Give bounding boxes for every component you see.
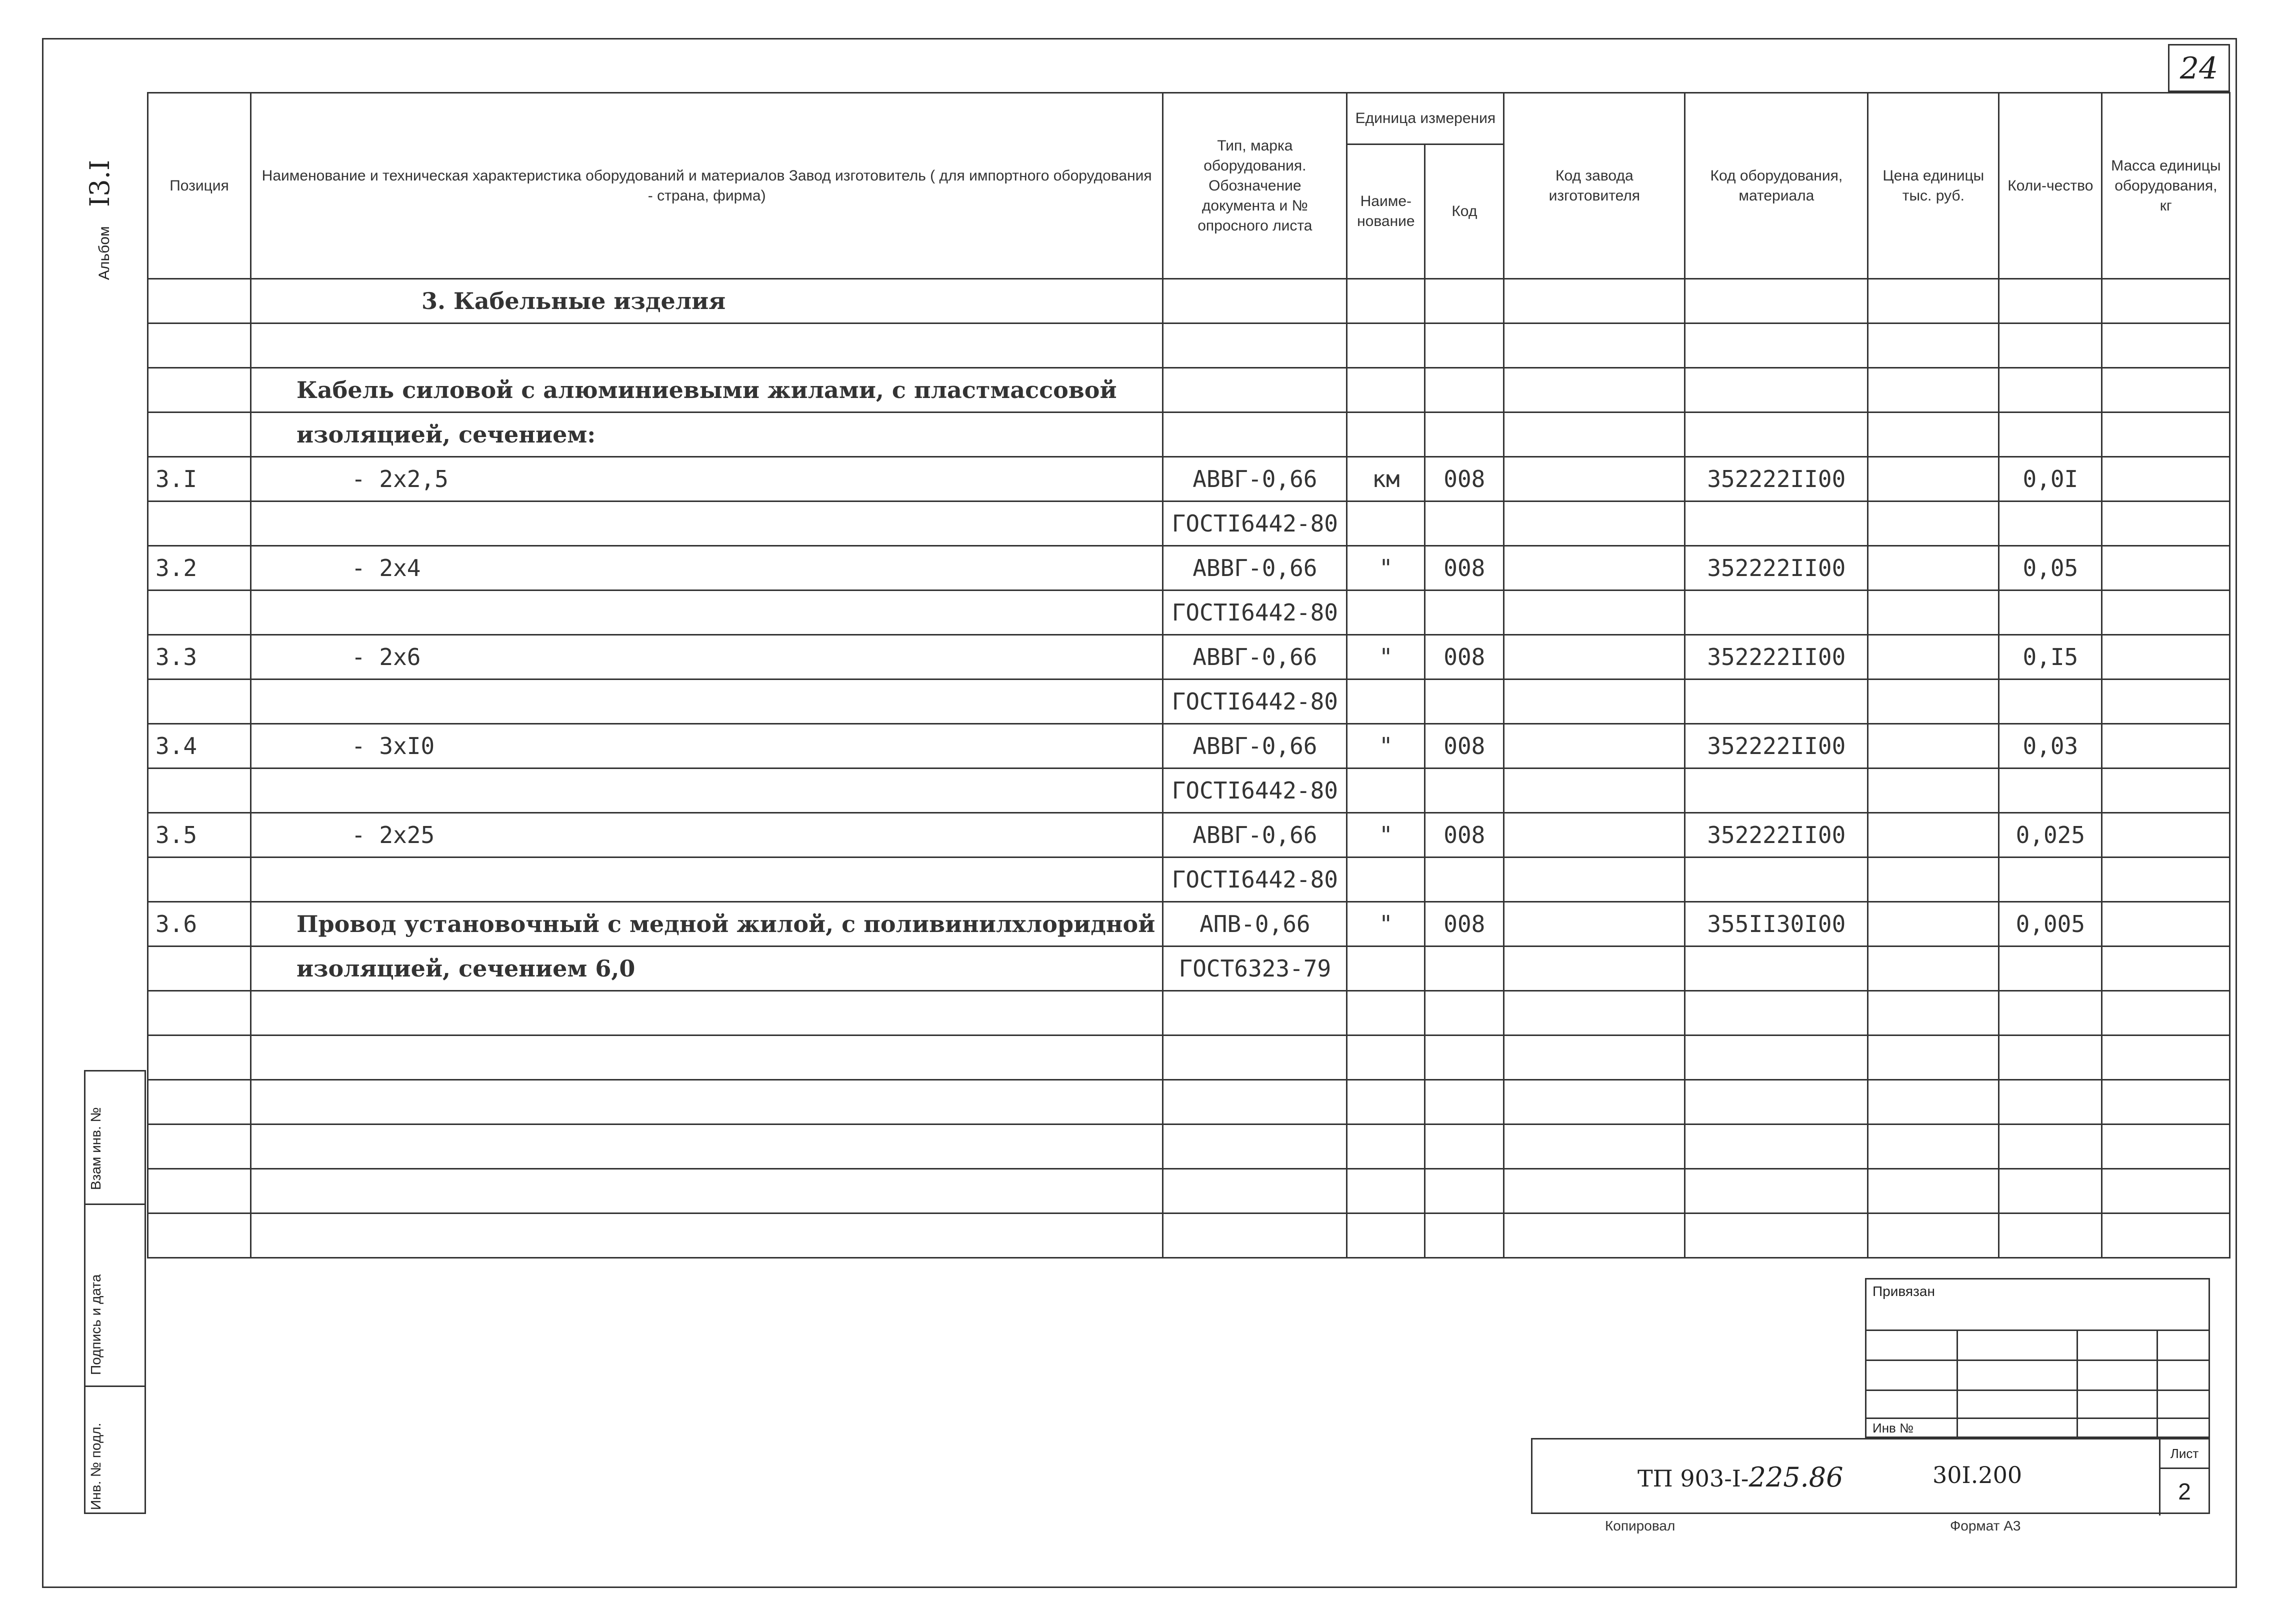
header-name: Наименование и техническая характеристика оборудований и материалов Завод изготовитель ( для импортного оборудования - страна, фирма) xyxy=(251,93,1163,279)
unit-code-cell xyxy=(1425,1169,1504,1214)
qty-cell xyxy=(1999,1214,2102,1258)
unit-cell: " xyxy=(1347,724,1425,768)
maker-code-cell xyxy=(1504,412,1685,457)
table-row xyxy=(148,324,2230,368)
bound-label: Привязан xyxy=(1872,1284,1935,1299)
price-cell xyxy=(1868,546,1999,590)
mass-cell xyxy=(2102,858,2230,902)
name-cell xyxy=(251,991,1163,1036)
name-cell: изоляцией, сечением 6,0 xyxy=(251,946,1163,991)
qty-cell xyxy=(1999,279,2102,324)
equip-code-cell: 352222II00 xyxy=(1685,546,1868,590)
maker-code-cell xyxy=(1504,768,1685,813)
unit-cell: " xyxy=(1347,635,1425,680)
mass-cell xyxy=(2102,590,2230,635)
table-row xyxy=(148,813,2230,858)
unit-code-cell: 008 xyxy=(1425,546,1504,590)
inv-label: Инв № xyxy=(1872,1420,1914,1436)
price-cell xyxy=(1868,1080,1999,1124)
position-cell: 3.4 xyxy=(148,724,251,768)
equip-code-cell xyxy=(1685,412,1868,457)
header-type: Тип, марка оборудования. Обозначение документа и № опросного листа xyxy=(1163,93,1347,279)
table-row xyxy=(148,1214,2230,1258)
maker-code-cell xyxy=(1504,902,1685,946)
header-qty: Коли-чество xyxy=(1999,93,2102,279)
name-cell: изоляцией, сечением: xyxy=(251,412,1163,457)
position-cell xyxy=(148,279,251,324)
type-cell: ГОСТI6442-80 xyxy=(1163,858,1347,902)
type-cell: АВВГ-0,66 xyxy=(1163,724,1347,768)
name-cell xyxy=(251,768,1163,813)
maker-code-cell xyxy=(1504,724,1685,768)
mass-cell xyxy=(2102,324,2230,368)
price-cell xyxy=(1868,946,1999,991)
table-row xyxy=(148,768,2230,813)
mass-cell xyxy=(2102,946,2230,991)
mass-cell xyxy=(2102,502,2230,546)
mass-cell xyxy=(2102,902,2230,946)
table-row xyxy=(148,1169,2230,1214)
equip-code-cell: 352222II00 xyxy=(1685,813,1868,858)
album-label xyxy=(84,160,116,280)
price-cell xyxy=(1868,813,1999,858)
position-cell xyxy=(148,946,251,991)
unit-code-cell xyxy=(1425,858,1504,902)
qty-cell xyxy=(1999,680,2102,724)
maker-code-cell xyxy=(1504,590,1685,635)
price-cell xyxy=(1868,635,1999,680)
name-cell: - 2х6 xyxy=(251,635,1163,680)
position-cell xyxy=(148,991,251,1036)
price-cell xyxy=(1868,590,1999,635)
unit-cell: км xyxy=(1347,457,1425,502)
qty-cell: 0,05 xyxy=(1999,546,2102,590)
side-label-vzam: Взам инв. № xyxy=(88,1107,104,1190)
equip-code-cell xyxy=(1685,590,1868,635)
equip-code-cell xyxy=(1685,324,1868,368)
side-label-podpis: Подпись и дата xyxy=(88,1274,104,1375)
maker-code-cell xyxy=(1504,546,1685,590)
unit-code-cell xyxy=(1425,412,1504,457)
maker-code-cell xyxy=(1504,858,1685,902)
position-cell xyxy=(148,368,251,412)
header-equip-code: Код оборудования, материала xyxy=(1685,93,1868,279)
unit-cell xyxy=(1347,502,1425,546)
qty-cell xyxy=(1999,1169,2102,1214)
mass-cell xyxy=(2102,768,2230,813)
name-cell xyxy=(251,590,1163,635)
price-cell xyxy=(1868,502,1999,546)
position-cell: 3.5 xyxy=(148,813,251,858)
position-cell xyxy=(148,768,251,813)
side-divider xyxy=(86,1386,144,1387)
price-cell xyxy=(1868,368,1999,412)
page-number: 24 xyxy=(2168,44,2230,92)
qty-cell xyxy=(1999,502,2102,546)
position-cell xyxy=(148,590,251,635)
qty-cell xyxy=(1999,858,2102,902)
header-maker-code: Код завода изготовителя xyxy=(1504,93,1685,279)
qty-cell: 0,I5 xyxy=(1999,635,2102,680)
table-row xyxy=(148,279,2230,324)
mass-cell xyxy=(2102,1124,2230,1169)
binding-col xyxy=(2076,1330,2078,1440)
qty-cell: 0,0I xyxy=(1999,457,2102,502)
type-cell: ГОСТ6323-79 xyxy=(1163,946,1347,991)
name-cell: 3. Кабельные изделия xyxy=(251,279,1163,324)
side-label-inv-podl: Инв. № подл. xyxy=(88,1422,104,1510)
maker-code-cell xyxy=(1504,991,1685,1036)
unit-cell xyxy=(1347,1124,1425,1169)
doc-prefix: ТП 903-I- xyxy=(1638,1465,1749,1492)
album-word: Альбом xyxy=(96,226,112,280)
equip-code-cell xyxy=(1685,946,1868,991)
maker-code-cell xyxy=(1504,946,1685,991)
header-unit-group: Единица измерения xyxy=(1347,93,1504,144)
price-cell xyxy=(1868,902,1999,946)
equip-code-cell: 352222II00 xyxy=(1685,635,1868,680)
qty-cell: 0,03 xyxy=(1999,724,2102,768)
equip-code-cell xyxy=(1685,502,1868,546)
type-cell: ГОСТI6442-80 xyxy=(1163,768,1347,813)
unit-cell xyxy=(1347,768,1425,813)
mass-cell xyxy=(2102,724,2230,768)
mass-cell xyxy=(2102,1214,2230,1258)
equip-code-cell: 352222II00 xyxy=(1685,724,1868,768)
mass-cell xyxy=(2102,279,2230,324)
mass-cell xyxy=(2102,680,2230,724)
unit-cell xyxy=(1347,324,1425,368)
format-label: Формат А3 xyxy=(1950,1518,2021,1534)
mass-cell xyxy=(2102,635,2230,680)
qty-cell xyxy=(1999,991,2102,1036)
unit-code-cell xyxy=(1425,991,1504,1036)
qty-cell xyxy=(1999,368,2102,412)
mass-cell xyxy=(2102,1169,2230,1214)
unit-cell xyxy=(1347,991,1425,1036)
maker-code-cell xyxy=(1504,279,1685,324)
equip-code-cell xyxy=(1685,1036,1868,1080)
unit-code-cell: 008 xyxy=(1425,902,1504,946)
qty-cell xyxy=(1999,1080,2102,1124)
table-row xyxy=(148,546,2230,590)
title-stamp xyxy=(1531,1438,2210,1514)
table-row xyxy=(148,946,2230,991)
type-cell xyxy=(1163,1124,1347,1169)
type-cell xyxy=(1163,1036,1347,1080)
price-cell xyxy=(1868,858,1999,902)
sheet-number: 2 xyxy=(2159,1468,2208,1516)
maker-code-cell xyxy=(1504,635,1685,680)
type-cell: ГОСТI6442-80 xyxy=(1163,680,1347,724)
unit-code-cell xyxy=(1425,590,1504,635)
price-cell xyxy=(1868,680,1999,724)
maker-code-cell xyxy=(1504,1080,1685,1124)
header-position: Позиция xyxy=(148,93,251,279)
unit-cell xyxy=(1347,1080,1425,1124)
table-row xyxy=(148,635,2230,680)
equip-code-cell: 355II30I00 xyxy=(1685,902,1868,946)
table-row xyxy=(148,680,2230,724)
name-cell xyxy=(251,1214,1163,1258)
unit-code-cell: 008 xyxy=(1425,813,1504,858)
type-cell: ГОСТI6442-80 xyxy=(1163,502,1347,546)
position-cell: 3.I xyxy=(148,457,251,502)
qty-cell xyxy=(1999,768,2102,813)
specification-table xyxy=(147,92,2230,1258)
price-cell xyxy=(1868,724,1999,768)
binding-col xyxy=(2156,1330,2158,1440)
equip-code-cell xyxy=(1685,1214,1868,1258)
table-row xyxy=(148,1124,2230,1169)
mass-cell xyxy=(2102,546,2230,590)
price-cell xyxy=(1868,991,1999,1036)
unit-code-cell xyxy=(1425,279,1504,324)
position-cell: 3.2 xyxy=(148,546,251,590)
name-cell xyxy=(251,680,1163,724)
name-cell: Кабель силовой с алюминиевыми жилами, с пластмассовой xyxy=(251,368,1163,412)
doc-suffix: 30I.200 xyxy=(1932,1462,2022,1488)
maker-code-cell xyxy=(1504,1169,1685,1214)
unit-code-cell xyxy=(1425,1214,1504,1258)
unit-cell: " xyxy=(1347,902,1425,946)
unit-code-cell xyxy=(1425,324,1504,368)
price-cell xyxy=(1868,279,1999,324)
position-cell: 3.3 xyxy=(148,635,251,680)
doc-number: 225.86 xyxy=(1748,1462,1844,1493)
header-price: Цена единицы тыс. руб. xyxy=(1868,93,1999,279)
side-divider xyxy=(86,1204,144,1205)
qty-cell: 0,025 xyxy=(1999,813,2102,858)
name-cell: - 3хI0 xyxy=(251,724,1163,768)
equip-code-cell xyxy=(1685,1124,1868,1169)
position-cell xyxy=(148,1214,251,1258)
unit-cell xyxy=(1347,1169,1425,1214)
unit-code-cell: 008 xyxy=(1425,457,1504,502)
position-cell xyxy=(148,1124,251,1169)
unit-code-cell xyxy=(1425,946,1504,991)
price-cell xyxy=(1868,412,1999,457)
unit-cell xyxy=(1347,368,1425,412)
position-cell xyxy=(148,858,251,902)
table-row xyxy=(148,502,2230,546)
header-mass: Масса единицы оборудования, кг xyxy=(2102,93,2230,279)
qty-cell: 0,005 xyxy=(1999,902,2102,946)
equip-code-cell xyxy=(1685,991,1868,1036)
qty-cell xyxy=(1999,324,2102,368)
copied-label: Копировал xyxy=(1605,1518,1676,1534)
equip-code-cell xyxy=(1685,279,1868,324)
position-cell xyxy=(148,324,251,368)
type-cell: АПВ-0,66 xyxy=(1163,902,1347,946)
qty-cell xyxy=(1999,946,2102,991)
maker-code-cell xyxy=(1504,324,1685,368)
price-cell xyxy=(1868,768,1999,813)
table-row xyxy=(148,368,2230,412)
maker-code-cell xyxy=(1504,1124,1685,1169)
price-cell xyxy=(1868,1214,1999,1258)
binding-block xyxy=(1865,1278,2210,1438)
price-cell xyxy=(1868,1169,1999,1214)
unit-cell xyxy=(1347,412,1425,457)
qty-cell xyxy=(1999,590,2102,635)
equip-code-cell xyxy=(1685,1169,1868,1214)
equip-code-cell xyxy=(1685,858,1868,902)
table-row xyxy=(148,457,2230,502)
maker-code-cell xyxy=(1504,813,1685,858)
unit-cell: " xyxy=(1347,546,1425,590)
type-cell xyxy=(1163,279,1347,324)
mass-cell xyxy=(2102,1036,2230,1080)
type-cell xyxy=(1163,1080,1347,1124)
unit-code-cell: 008 xyxy=(1425,635,1504,680)
unit-cell xyxy=(1347,590,1425,635)
equip-code-cell xyxy=(1685,768,1868,813)
price-cell xyxy=(1868,457,1999,502)
header-unit-code: Код xyxy=(1425,144,1504,279)
binding-col xyxy=(1956,1330,1958,1440)
unit-cell xyxy=(1347,279,1425,324)
position-cell xyxy=(148,1080,251,1124)
position-cell xyxy=(148,680,251,724)
unit-cell xyxy=(1347,1036,1425,1080)
maker-code-cell xyxy=(1504,502,1685,546)
position-cell xyxy=(148,412,251,457)
position-cell xyxy=(148,1169,251,1214)
name-cell: Провод установочный с медной жилой, с поливинилхлоридной xyxy=(251,902,1163,946)
price-cell xyxy=(1868,1036,1999,1080)
unit-cell xyxy=(1347,680,1425,724)
table-row xyxy=(148,1036,2230,1080)
unit-code-cell xyxy=(1425,1124,1504,1169)
position-cell: 3.6 xyxy=(148,902,251,946)
mass-cell xyxy=(2102,991,2230,1036)
price-cell xyxy=(1868,1124,1999,1169)
unit-code-cell xyxy=(1425,680,1504,724)
type-cell xyxy=(1163,412,1347,457)
price-cell xyxy=(1868,324,1999,368)
unit-code-cell xyxy=(1425,502,1504,546)
mass-cell xyxy=(2102,1080,2230,1124)
table-row xyxy=(148,902,2230,946)
mass-cell xyxy=(2102,813,2230,858)
type-cell xyxy=(1163,324,1347,368)
name-cell: - 2х2,5 xyxy=(251,457,1163,502)
album-code: I3.I xyxy=(84,160,116,208)
type-cell: ГОСТI6442-80 xyxy=(1163,590,1347,635)
type-cell: АВВГ-0,66 xyxy=(1163,813,1347,858)
unit-cell xyxy=(1347,946,1425,991)
name-cell xyxy=(251,324,1163,368)
unit-code-cell xyxy=(1425,768,1504,813)
table-row xyxy=(148,1080,2230,1124)
unit-cell: " xyxy=(1347,813,1425,858)
name-cell: - 2х25 xyxy=(251,813,1163,858)
table-row xyxy=(148,590,2230,635)
type-cell xyxy=(1163,991,1347,1036)
name-cell xyxy=(251,1124,1163,1169)
table-row xyxy=(148,991,2230,1036)
equip-code-cell: 352222II00 xyxy=(1685,457,1868,502)
sheet-label: Лист xyxy=(2159,1440,2208,1469)
maker-code-cell xyxy=(1504,680,1685,724)
table-row xyxy=(148,858,2230,902)
mass-cell xyxy=(2102,457,2230,502)
equip-code-cell xyxy=(1685,1080,1868,1124)
table-body xyxy=(148,279,2230,1258)
unit-code-cell xyxy=(1425,1036,1504,1080)
table-row xyxy=(148,724,2230,768)
unit-cell xyxy=(1347,858,1425,902)
mass-cell xyxy=(2102,368,2230,412)
type-cell: АВВГ-0,66 xyxy=(1163,457,1347,502)
name-cell xyxy=(251,1036,1163,1080)
name-cell xyxy=(251,502,1163,546)
type-cell xyxy=(1163,1214,1347,1258)
qty-cell xyxy=(1999,1124,2102,1169)
name-cell: - 2х4 xyxy=(251,546,1163,590)
equip-code-cell xyxy=(1685,680,1868,724)
document-code xyxy=(1638,1462,1843,1493)
maker-code-cell xyxy=(1504,457,1685,502)
unit-code-cell xyxy=(1425,1080,1504,1124)
maker-code-cell xyxy=(1504,1214,1685,1258)
position-cell xyxy=(148,502,251,546)
qty-cell xyxy=(1999,412,2102,457)
type-cell: АВВГ-0,66 xyxy=(1163,635,1347,680)
mass-cell xyxy=(2102,412,2230,457)
name-cell xyxy=(251,1169,1163,1214)
type-cell: АВВГ-0,66 xyxy=(1163,546,1347,590)
equip-code-cell xyxy=(1685,368,1868,412)
unit-code-cell: 008 xyxy=(1425,724,1504,768)
maker-code-cell xyxy=(1504,1036,1685,1080)
maker-code-cell xyxy=(1504,368,1685,412)
type-cell xyxy=(1163,1169,1347,1214)
name-cell xyxy=(251,1080,1163,1124)
name-cell xyxy=(251,858,1163,902)
type-cell xyxy=(1163,368,1347,412)
table-row xyxy=(148,412,2230,457)
qty-cell xyxy=(1999,1036,2102,1080)
header-unit-name: Наиме-нование xyxy=(1347,144,1425,279)
position-cell xyxy=(148,1036,251,1080)
unit-code-cell xyxy=(1425,368,1504,412)
unit-cell xyxy=(1347,1214,1425,1258)
